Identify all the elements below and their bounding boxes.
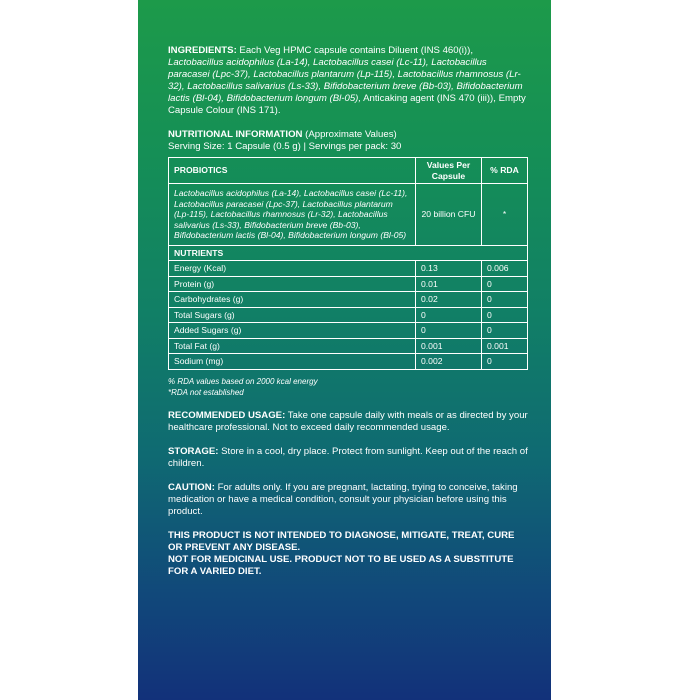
table-row	[169, 261, 528, 277]
nutrient-name: Carbohydrates (g)	[169, 292, 416, 308]
nutrient-value: 0.13	[416, 261, 482, 277]
disclaimer-line-2: NOT FOR MEDICINAL USE. PRODUCT NOT TO BE USED AS A SUBSTITUTE FOR A VARIED DIET.	[168, 553, 514, 577]
storage	[168, 446, 528, 470]
table-row	[169, 292, 528, 308]
ingredients-paragraph	[168, 45, 528, 117]
table-header-row	[169, 158, 528, 184]
table-row	[169, 323, 528, 339]
table-row	[169, 354, 528, 370]
rda-not-established-note: *RDA not established	[168, 387, 244, 397]
ingredients-strains: Lactobacillus acidophilus (La-14), Lactobacillus casei (Lc-11), Lactobacillus paracasei (Lpc-37), Lactobacillus plantarum (Lp-115), Lactobacillus rhamnosus (Lr-32), Lactobacillus salivarius (Ls-33), Bifidobacterium breve (Bb-03), Bifidobacterium lactis (Bl-04), Bifidobacterium longum (Bl-05),	[168, 57, 523, 104]
rda-header: % RDA	[482, 158, 528, 184]
nutrient-value: 0	[416, 307, 482, 323]
caution	[168, 482, 528, 518]
nutrient-rda: 0.006	[482, 261, 528, 277]
nutrient-name: Added Sugars (g)	[169, 323, 416, 339]
product-label-panel	[138, 0, 551, 700]
values-header: Values Per Capsule	[416, 158, 482, 184]
usage-text: Take one capsule daily with meals or as directed by your healthcare professional. Not to exceed daily recommended usage.	[168, 409, 528, 433]
probiotics-row	[169, 184, 528, 246]
table-row	[169, 276, 528, 292]
nutrient-rda: 0	[482, 354, 528, 370]
nutrient-name: Protein (g)	[169, 276, 416, 292]
table-footnotes	[168, 376, 528, 398]
ingredients-heading: INGREDIENTS:	[168, 45, 237, 56]
nutrition-heading: NUTRITIONAL INFORMATION	[168, 129, 303, 140]
nutrients-header: NUTRIENTS	[169, 245, 528, 261]
caution-text: For adults only. If you are pregnant, lactating, trying to conceive, taking medication or have a medical condition, consult your physician before using this product.	[168, 481, 518, 517]
nutrient-value: 0.01	[416, 276, 482, 292]
ingredients-intro: Each Veg HPMC capsule contains Diluent (INS 460(i)),	[236, 45, 473, 56]
table-row	[169, 338, 528, 354]
probiotics-rda: *	[482, 184, 528, 246]
disclaimer	[168, 530, 528, 578]
label-content	[168, 45, 528, 578]
nutrient-name: Total Sugars (g)	[169, 307, 416, 323]
caution-heading: CAUTION:	[168, 481, 215, 493]
ingredients-rest: Anticaking agent (INS 470 (iii)), Empty Capsule Colour (INS 171).	[168, 93, 526, 116]
nutrients-header-row	[169, 245, 528, 261]
nutrient-value: 0.002	[416, 354, 482, 370]
disclaimer-line-1: THIS PRODUCT IS NOT INTENDED TO DIAGNOSE, MITIGATE, TREAT, CURE OR PREVENT ANY DISEASE.	[168, 529, 515, 553]
recommended-usage	[168, 410, 528, 434]
usage-heading: RECOMMENDED USAGE:	[168, 409, 286, 421]
nutrient-rda: 0	[482, 307, 528, 323]
storage-text: Store in a cool, dry place. Protect from sunlight. Keep out of the reach of children.	[168, 445, 528, 469]
nutrient-rda: 0	[482, 292, 528, 308]
probiotics-value: 20 billion CFU	[416, 184, 482, 246]
nutrient-name: Sodium (mg)	[169, 354, 416, 370]
probiotics-header: PROBIOTICS	[169, 158, 416, 184]
table-row	[169, 307, 528, 323]
nutrient-value: 0.001	[416, 338, 482, 354]
storage-heading: STORAGE:	[168, 445, 219, 457]
nutrient-rda: 0.001	[482, 338, 528, 354]
nutrition-heading-note: (Approximate Values)	[302, 129, 397, 140]
nutrient-value: 0	[416, 323, 482, 339]
nutrient-value: 0.02	[416, 292, 482, 308]
nutrient-name: Energy (Kcal)	[169, 261, 416, 277]
serving-size: Serving Size: 1 Capsule (0.5 g) | Servings per pack: 30	[168, 141, 402, 152]
nutrient-rda: 0	[482, 323, 528, 339]
rda-basis-note: % RDA values based on 2000 kcal energy	[168, 376, 318, 386]
nutrition-info	[168, 129, 528, 153]
nutrient-rda: 0	[482, 276, 528, 292]
nutrient-name: Total Fat (g)	[169, 338, 416, 354]
probiotics-strains-text: Lactobacillus acidophilus (La-14), Lactobacillus casei (Lc-11), Lactobacillus paracasei (Lpc-37), Lactobacillus plantarum (Lp-115), Lactobacillus rhamnosus (Lr-32), Lactobacillus salivarius (Ls-33), Bifidobacterium breve (Bb-03), Bifidobacterium lactis (Bl-04), Bifidobacterium longum (Bl-05)	[174, 188, 408, 240]
nutrition-table	[168, 157, 528, 370]
